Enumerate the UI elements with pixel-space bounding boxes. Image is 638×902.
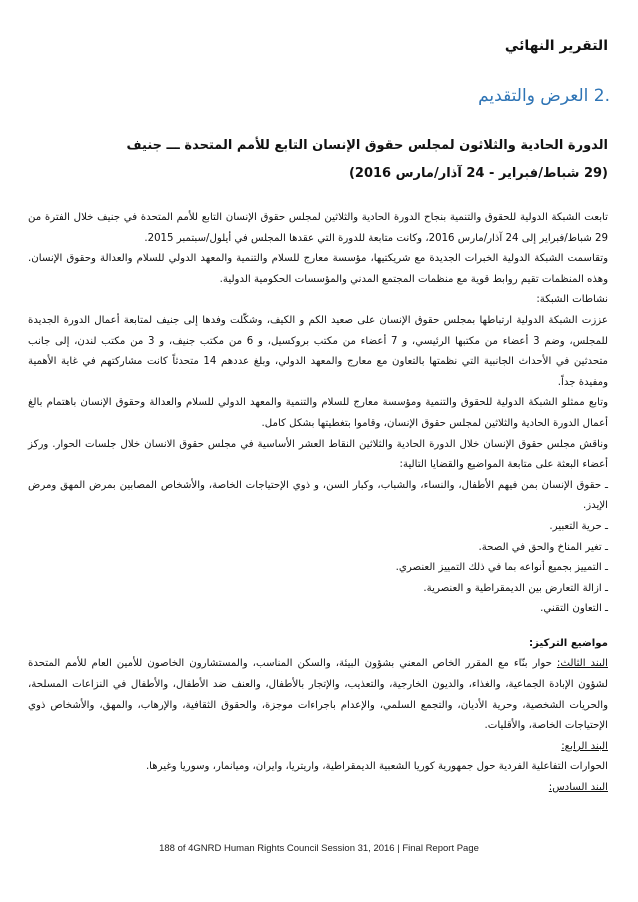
section-title: العرض والتقديم: [478, 86, 589, 106]
focus-item-3-label: البند الثالث:: [556, 658, 608, 670]
session-dates: (29 شباط/فبراير - 24 آذار/مارس 2016): [348, 166, 608, 181]
monitoring-paragraph: وتابع ممثلو الشبكة الدولية للحقوق والتنمية ومؤسسة معارج للسلام والتنمية والمعهد الدولي للسلام والعدالة وحقوق الإنسان باهتمام بالغ أعمال الدورة الحادية والثلاثين لمجلس حقوق الإنسان، وقاموا بتغطيتها بشكل كامل.: [28, 397, 608, 429]
focus-item-4-label: البند الرابع:: [561, 740, 608, 752]
intro-paragraph: تابعت الشبكة الدولية للحقوق والتنمية بنجاح الدورة الحادية والثلاثين لمجلس حقوق الإنسان التابع للأمم المتحدة في جنيف خلال الفترة من 29 شباط/فبراير إلى 24 آذار/مارس 2016، وكانت متابعة للدورة التي عقدها المجلس في أيلول/سبتمبر 2015.: [28, 212, 608, 244]
focus-item-3-text: حوار بنّاء مع المقرر الخاص المعني بشؤون البيئة، والسكن المناسب، والمستشارون الخاصون للأمين العام للأمم المتحدة لشؤون الإبادة الجماعية، والغذاء، والديون الخارجية، والتعذيب، والإتجار بالأطفال، والعنف ضد الأطفال، والأطفال في النزاعات المسلحة، والحريات الشخصية، وحرية الأديان، والتجمع السلمي، والإعدام باجراءات موجزة، والحقوق الثقافية، والإرهاب، والمهق، والأشخاص ذوي الإحتياجات الخاصة، والأقليات.: [28, 658, 608, 732]
section-heading: [478, 86, 610, 106]
activities-label: نشاطات الشبكة:: [536, 294, 608, 306]
topic-item: ـ التمييز بجميع أنواعه بما في ذلك التمييز العنصري.: [395, 562, 608, 574]
focus-item-6-label: البند السادس:: [548, 782, 608, 794]
delegation-paragraph: عززت الشبكة الدولية ارتباطها بمجلس حقوق الإنسان على صعيد الكم و الكيف، وشكّلت وفدها إلى جنيف لمتابعة أعمال الدورة الجديدة للمجلس، وضم 3 أعضاء من مكتبها الرئيسي، و 7 أعضاء من مكتب بروكسيل، و 6 من مكتب جنيف، و 3 من مكتب لندن، إلى جانب متحدثين في الأحداث الجانبية التي نظمتها بالتعاون مع معارج والمعهد الدولي، وبلغ عددهم 14 متحدثاً كانت مشاركتهم في غاية الأهمية ومفيدة جداً.: [28, 314, 609, 388]
topic-item: ـ ازالة التعارض بين الديمقراطية و العنصرية.: [423, 582, 608, 594]
topic-item: ـ التعاون التقني.: [540, 603, 608, 615]
focus-item-4-text: الحوارات التفاعلية الفردية حول جمهورية كوريا الشعبية الديمقراطية، واريتريا، وايران، وميانمار، وسوريا وغيرها.: [145, 761, 608, 773]
session-title: الدورة الحادية والثلاثون لمجلس حقوق الإنسان التابع للأمم المتحدة ـــ جنيف: [126, 138, 608, 153]
topic-item: ـ حرية التعبير.: [549, 520, 608, 532]
section-number: .2: [593, 86, 610, 106]
topic-item: ـ حقوق الإنسان بمن فيهم الأطفال، والنساء، والشباب، وكبار السن، و ذوي الإحتياجات الخاصة، والأشخاص المصابين بمرض المهق ومرض الإيدز.: [28, 479, 608, 512]
spacer: [28, 620, 608, 628]
partners-paragraph: وتقاسمت الشبكة الدولية الخبرات الجديدة مع شريكتيها، مؤسسة معارج للسلام والتنمية والمعهد الدولي للسلام والعدالة وحقوق الإنسان. وهذه المنظمات تقيم روابط قوية مع منظمات المجتمع المدني والمؤسسات الحكومية الدولية.: [28, 253, 608, 285]
report-header-title: التقرير النهائي: [504, 38, 608, 54]
focus-item-3: [28, 654, 608, 736]
report-body: [28, 208, 608, 799]
page-footer: 188 of 4GNRD Human Rights Council Session 31, 2016 | Final Report Page: [159, 843, 479, 854]
focus-title: مواضيع التركيز:: [528, 637, 608, 649]
discussion-paragraph: وناقش مجلس حقوق الإنسان خلال الدورة الحادية والثلاثين النقاط العشر الأساسية في مجلس حقوق الانسان خلال جلسات الحوار. وركز أعضاء البعثة على متابعة المواضيع والقضايا التالية:: [28, 438, 608, 471]
topic-item: ـ تغير المناخ والحق في الصحة.: [478, 541, 608, 553]
